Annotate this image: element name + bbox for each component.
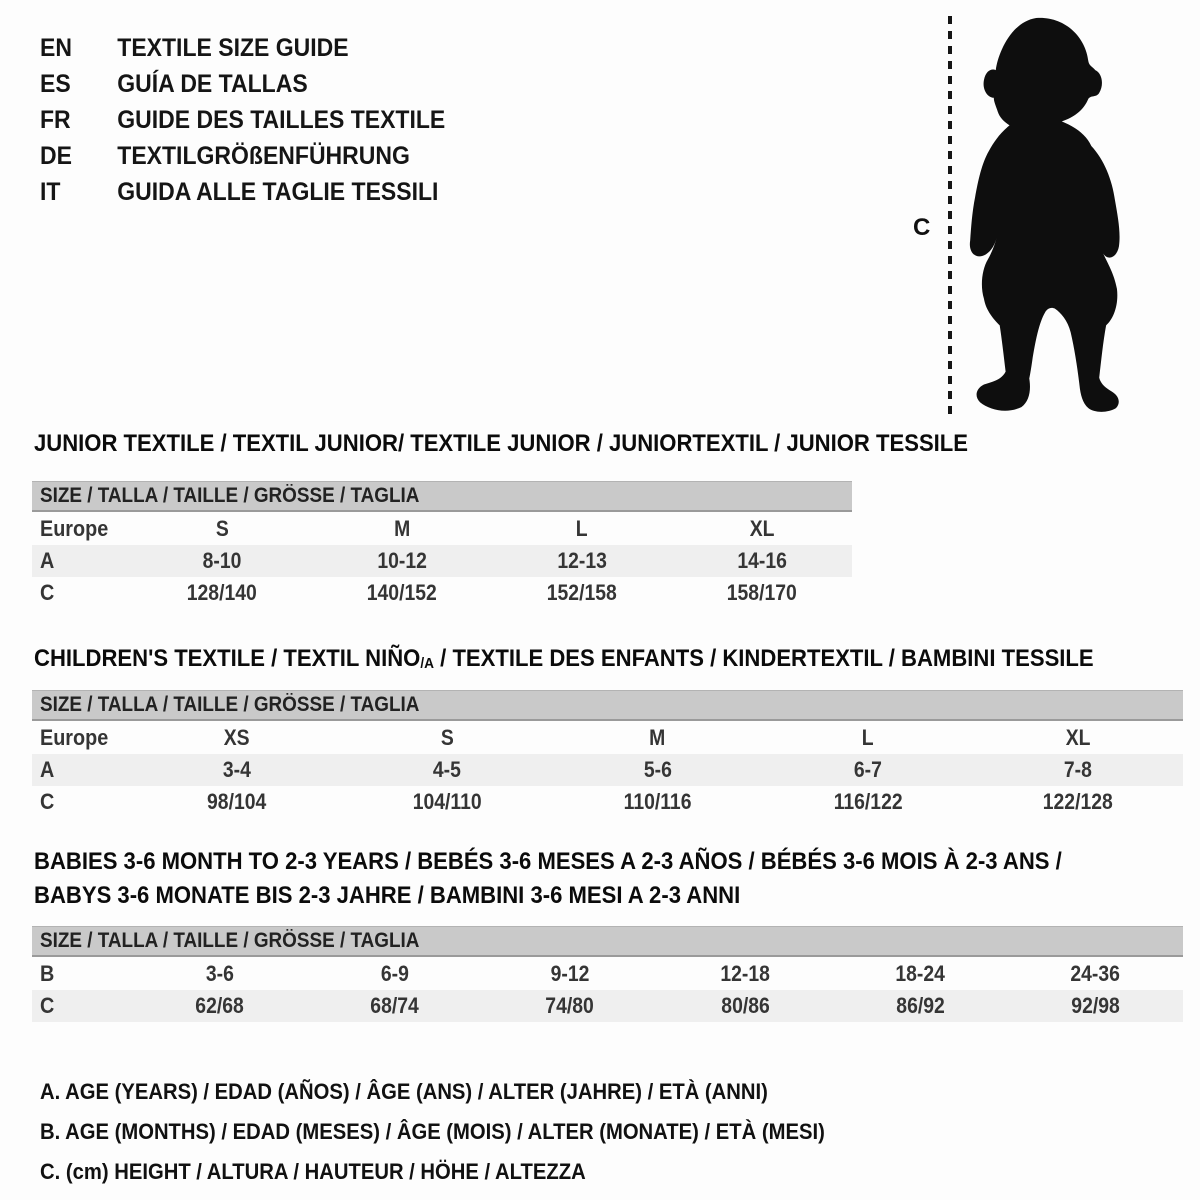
table-row (32, 990, 1183, 1022)
size-value: 18-24 (895, 961, 946, 986)
table-row (32, 786, 1183, 818)
size-value: 74/80 (545, 993, 595, 1018)
table-row (32, 722, 1183, 754)
table-row (32, 577, 852, 609)
size-value-cell (552, 757, 762, 783)
size-value: XL (749, 516, 775, 541)
size-value: 110/116 (623, 789, 692, 814)
size-value: 6-7 (853, 757, 882, 782)
size-header-bar-junior (32, 481, 852, 512)
size-value-cell (342, 789, 552, 815)
size-value-cell (658, 993, 833, 1019)
table-row (32, 754, 1183, 786)
size-value: 152/158 (547, 580, 617, 605)
language-code: ES (40, 69, 71, 98)
title-part-pre: CHILDREN'S TEXTILE / TEXTIL NIÑO (34, 645, 421, 672)
size-value: M (649, 725, 666, 750)
size-header-label: SIZE / TALLA / TAILLE / GRÖSSE / TAGLIA (40, 484, 420, 507)
size-value: 98/104 (207, 789, 267, 814)
size-value: 14-16 (737, 548, 787, 573)
row-label: C (40, 993, 55, 1018)
language-guide-title: GUIDA ALLE TAGLIE TESSILI (117, 177, 439, 206)
size-value: 8-10 (202, 548, 242, 573)
figure-area (905, 8, 1200, 433)
size-value-cell (672, 548, 852, 574)
size-value-cell (763, 789, 973, 815)
row-label-cell (32, 516, 132, 542)
row-label: B (40, 961, 55, 986)
language-guide-title: GUÍA DE TALLAS (117, 69, 308, 98)
size-value-cell (973, 789, 1183, 815)
size-value-cell (342, 757, 552, 783)
section-children-textile (32, 645, 1183, 825)
row-label: Europe (40, 516, 109, 541)
row-label: Europe (40, 725, 109, 750)
size-value-cell (973, 725, 1183, 751)
height-measure-label: C (913, 214, 931, 241)
size-value-cell (552, 725, 762, 751)
language-row (40, 174, 445, 210)
size-value-cell (132, 757, 342, 783)
language-row (40, 102, 445, 138)
size-value-cell (492, 580, 672, 606)
row-label-cell (32, 548, 132, 574)
language-code: DE (40, 141, 72, 170)
size-value-cell (492, 548, 672, 574)
row-label-cell (32, 580, 132, 606)
size-value-cell (763, 757, 973, 783)
size-value-cell (973, 757, 1183, 783)
size-table-children (32, 722, 1183, 818)
size-value-cell (552, 789, 762, 815)
size-value: 3-4 (223, 757, 252, 782)
size-value: 80/86 (720, 993, 770, 1018)
size-value: 9-12 (550, 961, 590, 986)
size-value: 24-36 (1070, 961, 1121, 986)
row-label: A (40, 548, 55, 573)
size-value-cell (132, 993, 307, 1019)
language-guide-title: GUIDE DES TAILLES TEXTILE (117, 105, 446, 134)
size-header-label: SIZE / TALLA / TAILLE / GRÖSSE / TAGLIA (40, 929, 420, 952)
size-header-bar-children (32, 690, 1183, 721)
size-value: 128/140 (187, 580, 257, 605)
size-table-babies (32, 958, 1183, 1022)
size-value-cell (307, 993, 482, 1019)
size-value-cell (1008, 961, 1183, 987)
size-value-cell (492, 516, 672, 542)
size-value: 104/110 (412, 789, 482, 814)
language-code: EN (40, 33, 72, 62)
size-value-cell (833, 961, 1008, 987)
size-value: 4-5 (433, 757, 462, 782)
height-measure-dashed-line (948, 16, 952, 418)
size-value-cell (132, 548, 312, 574)
size-header-label: SIZE / TALLA / TAILLE / GRÖSSE / TAGLIA (40, 693, 420, 716)
size-value: L (576, 516, 588, 541)
size-value-cell (1008, 993, 1183, 1019)
row-label: A (40, 757, 55, 782)
size-value: 3-6 (205, 961, 234, 986)
title-part-post: / TEXTILE DES ENFANTS / KINDERTEXTIL / BAMBINI TESSILE (434, 645, 1094, 672)
legend-line: C. (cm) HEIGHT / ALTURA / HAUTEUR / HÖHE / ALTEZZA (40, 1159, 586, 1184)
size-value-cell (658, 961, 833, 987)
row-label-cell (32, 993, 132, 1019)
size-value-cell (312, 580, 492, 606)
size-value: XS (224, 725, 251, 750)
size-value-cell (312, 548, 492, 574)
size-value-cell (763, 725, 973, 751)
toddler-silhouette-icon (963, 16, 1131, 416)
size-value-cell (672, 580, 852, 606)
row-label-cell (32, 789, 132, 815)
row-label: C (40, 789, 55, 814)
language-code: FR (40, 105, 71, 134)
size-value-cell (307, 961, 482, 987)
table-row (32, 958, 1183, 990)
section-title-babies-line1: BABIES 3-6 MONTH TO 2-3 YEARS / BEBÉS 3-6 MESES A 2-3 AÑOS / BÉBÉS 3-6 MOIS À 2-3 ANS / (34, 848, 1062, 875)
size-value-cell (482, 993, 657, 1019)
size-value-cell (312, 516, 492, 542)
title-part-sub: /A (420, 655, 435, 672)
row-label: C (40, 580, 55, 605)
size-value-cell (833, 993, 1008, 1019)
size-table-junior (32, 513, 852, 609)
size-value: 92/98 (1071, 993, 1120, 1018)
size-value-cell (132, 961, 307, 987)
section-junior-textile (32, 430, 969, 615)
language-row (40, 138, 445, 174)
size-value: S (440, 725, 454, 750)
size-value: 68/74 (370, 993, 419, 1018)
size-value: 62/68 (195, 993, 244, 1018)
language-row (40, 30, 445, 66)
row-label-cell (32, 961, 132, 987)
size-value-cell (672, 516, 852, 542)
size-value: 116/122 (833, 789, 903, 814)
language-guide-title: TEXTILE SIZE GUIDE (117, 33, 349, 62)
section-babies-textile (32, 848, 1183, 1028)
language-code: IT (40, 177, 61, 206)
row-label-cell (32, 725, 132, 751)
section-title-babies-line2: BABYS 3-6 MONATE BIS 2-3 JAHRE / BAMBINI 3-6 MESI A 2-3 ANNI (34, 882, 741, 909)
section-title-children (34, 645, 1094, 678)
size-value: 5-6 (643, 757, 672, 782)
size-value-cell (132, 789, 342, 815)
size-value: XL (1065, 725, 1091, 750)
table-row (32, 513, 852, 545)
size-value: 10-12 (377, 548, 427, 573)
size-value: 6-9 (380, 961, 409, 986)
section-title-junior: JUNIOR TEXTILE / TEXTIL JUNIOR/ TEXTILE JUNIOR / JUNIORTEXTIL / JUNIOR TESSILE (34, 430, 969, 457)
size-value: 122/128 (1042, 789, 1113, 814)
size-value: L (861, 725, 874, 750)
row-label-cell (32, 757, 132, 783)
size-value-cell (342, 725, 552, 751)
size-value: S (215, 516, 229, 541)
size-value-cell (132, 516, 312, 542)
legend-line: A. AGE (YEARS) / EDAD (AÑOS) / ÂGE (ANS) / ALTER (JAHRE) / ETÀ (ANNI) (40, 1079, 768, 1104)
size-value: M (393, 516, 411, 541)
language-row (40, 66, 445, 102)
size-value-cell (132, 725, 342, 751)
size-value-cell (132, 580, 312, 606)
table-row (32, 545, 852, 577)
size-value: 158/170 (727, 580, 797, 605)
size-value: 140/152 (367, 580, 437, 605)
size-value: 12-13 (557, 548, 607, 573)
legend-line: B. AGE (MONTHS) / EDAD (MESES) / ÂGE (MOIS) / ALTER (MONATE) / ETÀ (MESI) (40, 1119, 825, 1144)
size-header-bar-babies (32, 926, 1183, 957)
language-list (40, 30, 481, 210)
size-value: 86/92 (896, 993, 945, 1018)
measure-legend (40, 1072, 893, 1192)
language-guide-title: TEXTILGRÖßENFÜHRUNG (117, 141, 410, 170)
size-value: 7-8 (1063, 757, 1092, 782)
size-value: 12-18 (720, 961, 770, 986)
size-value-cell (482, 961, 657, 987)
